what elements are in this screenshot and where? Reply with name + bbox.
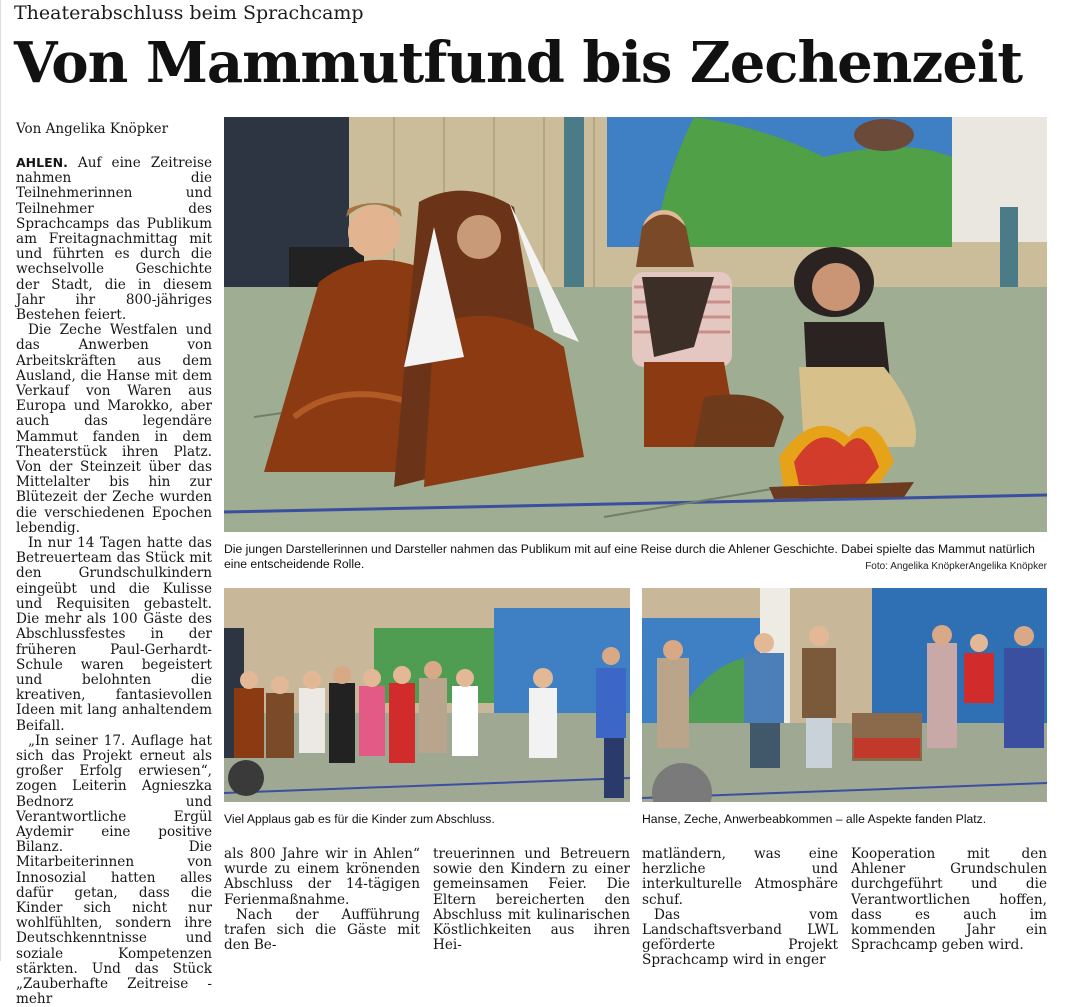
paragraph: Das vom Landschaftsverband LWL geförderte Projekt Sprachcamp wird in enger xyxy=(642,906,838,969)
byline: Von Angelika Knöpker xyxy=(16,121,169,137)
paragraph: treuerinnen und Betreuern sowie den Kindern zu einer gemeinsamen Feier. Die Eltern bereicherten den Abschluss mit kulinarischen Köstlichkeiten aus ihren Hei- xyxy=(433,846,630,954)
left-photo-caption: Viel Applaus gab es für die Kinder zum Abschluss. xyxy=(224,812,495,826)
text-column-5 xyxy=(851,847,1047,953)
paragraph: matländern, was eine herzliche und interkulturelle Atmosphäre schuf. xyxy=(642,846,838,908)
right-photo-image xyxy=(642,588,1047,802)
text-column-4 xyxy=(642,847,838,969)
text-column-2 xyxy=(224,847,420,953)
paragraph: „In seiner 17. Auflage hat sich das Projekt erneut als großer Erfolg erwiesen“, zogen Leiterin Agnieszka Bednorz und Verantwortliche Ergül Aydemir eine positive Bilanz. Die Mitarbeiterinnen von Innosozial hatten alles dafür getan, dass die Kinder sich nicht nur wohlfühlten, sondern ihre Deutschkenntnisse und soziale Kompetenzen stärkten. Und das Stück „Zauberhafte Zeitreise - mehr xyxy=(16,732,212,1007)
paragraph: AHLEN. Auf eine Zeitreise nahmen die Teilnehmerinnen und Teilnehmer des Sprachcamps das Publikum am Freitagnachmittag mit und führten es durch die wechselvolle Geschichte der Stadt, die in diesem Jahr ihr 800-jähriges Bestehen feiert. xyxy=(16,155,212,324)
headline: Von Mammutfund bis Zechenzeit xyxy=(14,30,1023,96)
right-photo xyxy=(642,588,1047,802)
right-photo-caption: Hanse, Zeche, Anwerbeabkommen – alle Aspekte fanden Platz. xyxy=(642,812,987,826)
paragraph: als 800 Jahre wir in Ahlen“ wurde zu einem krönenden Abschluss der 14-tägigen Ferienmaßnahme. xyxy=(224,846,420,908)
text-column-1 xyxy=(16,155,212,1007)
main-photo-image xyxy=(224,117,1047,532)
left-photo-image xyxy=(224,588,630,802)
text-column-3 xyxy=(433,847,630,953)
left-photo xyxy=(224,588,630,802)
main-photo xyxy=(224,117,1047,532)
paragraph: In nur 14 Tagen hatte das Betreuerteam das Stück mit den Grundschulkindern eingeübt und die Kulisse und Requisiten gebastelt. Die mehr als 100 Gäste des Abschlussfestes in der früheren Paul-Gerhardt-Schule waren begeistert und belohnten die kreativen, fantasievollen Ideen mit lang anhaltendem Beifall. xyxy=(16,535,212,734)
dateline: AHLEN. xyxy=(16,155,68,170)
paragraph: Nach der Aufführung trafen sich die Gäste mit den Be- xyxy=(224,906,420,954)
main-photo-caption: Die jungen Darstellerinnen und Darsteller nahmen das Publikum mit auf eine Reise durch die Ahlener Geschichte. Dabei spielte das Mammut natürlich eine entscheidende Rolle. xyxy=(224,542,1035,571)
kicker: Theaterabschluss beim Sprachcamp xyxy=(14,2,364,24)
paragraph: Die Zeche Westfalen und das Anwerben von Arbeitskräften aus dem Ausland, die Hanse mit dem Verkauf von Waren aus Europa und Marokko, aber auch das legendäre Mammut fanden in dem Theaterstück ihren Platz. Von der Steinzeit über das Mittelalter bis hin zur Blütezeit der Zeche wurden die verschiedenen Epochen lebendig. xyxy=(16,322,212,536)
main-photo-credit: Foto: Angelika KnöpkerAngelika Knöpker xyxy=(865,561,1047,572)
page-edge xyxy=(0,0,1,961)
paragraph: Kooperation mit den Ahlener Grundschulen durchgeführt und die Verantwortlichen hoffen, dass es auch im kommenden Jahr ein Sprachcamp geben wird. xyxy=(851,846,1047,954)
